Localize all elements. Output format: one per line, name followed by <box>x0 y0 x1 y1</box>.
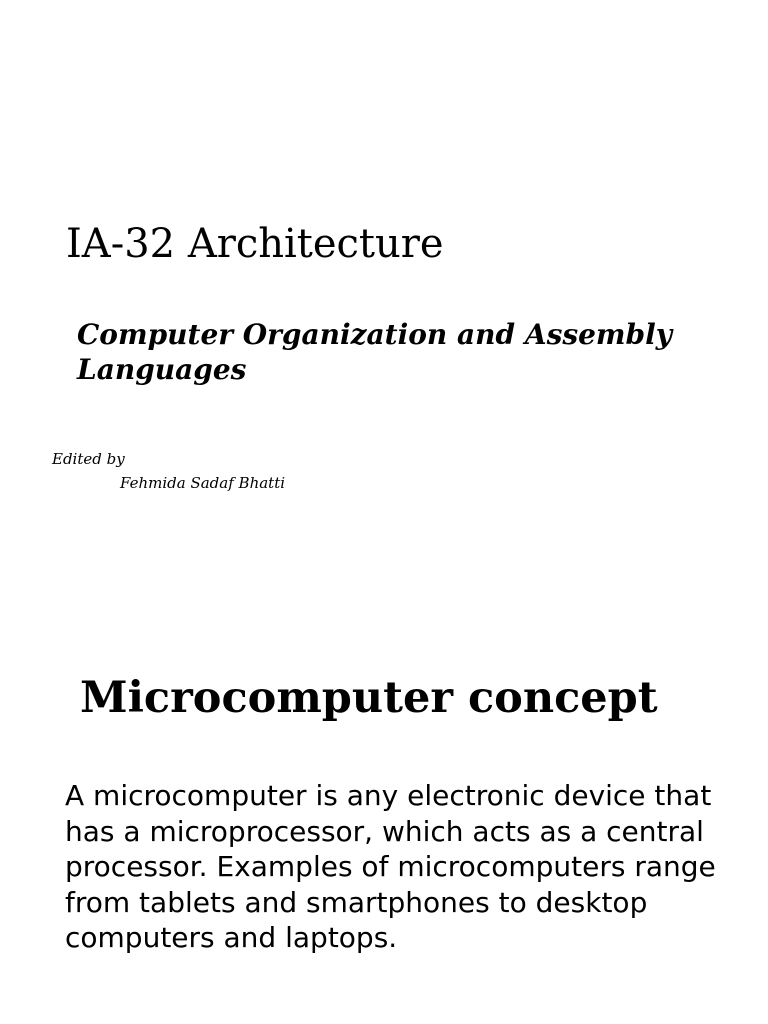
slide-body-text: A microcomputer is any electronic device that has a microprocessor, which acts as a central processor. Examples of microcomputers range from tablets and smartphones to desktop computers and laptops. <box>65 779 716 955</box>
slide-subtitle: Computer Organization and Assembly Languages <box>77 318 673 386</box>
slide-title: IA-32 Architecture <box>66 221 444 267</box>
edited-by-label: Edited by <box>52 450 125 468</box>
editor-name: Fehmida Sadaf Bhatti <box>120 474 286 492</box>
slide-heading: Microcomputer concept <box>80 673 658 723</box>
content-slide <box>0 512 768 1024</box>
